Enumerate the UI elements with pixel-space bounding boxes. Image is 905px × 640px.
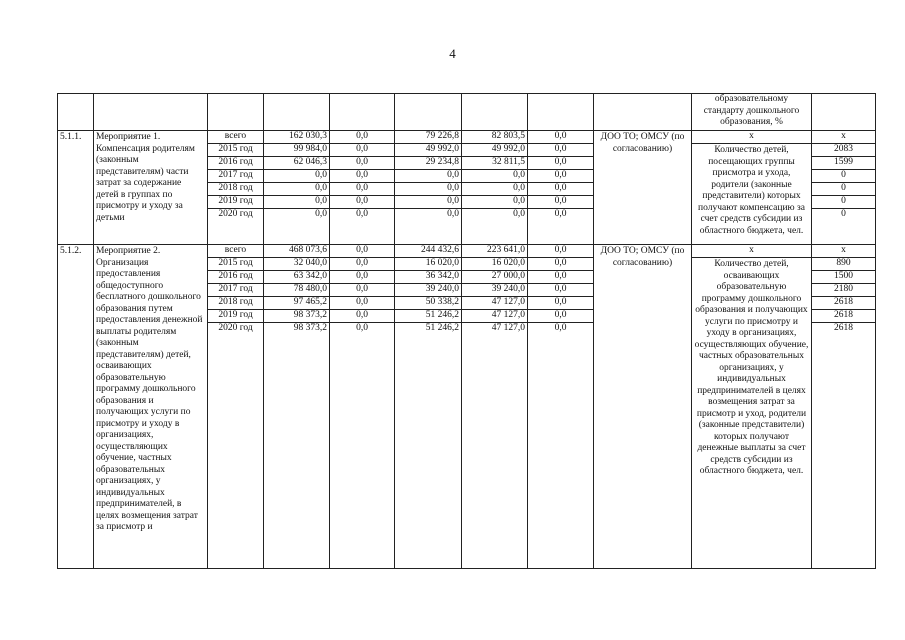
other-cell: 0,0 — [528, 131, 594, 144]
year-cell: 2019 год — [208, 310, 264, 323]
total-cell: 0,0 — [264, 209, 330, 245]
municipal-cell: 32 811,5 — [462, 157, 528, 170]
other-cell: 0,0 — [528, 284, 594, 297]
year-cell: 2016 год — [208, 271, 264, 284]
municipal-cell: 0,0 — [462, 170, 528, 183]
target-cell: 0 — [812, 183, 876, 196]
measure-code: 5.1.2. — [58, 245, 94, 569]
year-cell: 2019 год — [208, 196, 264, 209]
total-cell: 98 373,2 — [264, 310, 330, 323]
year-cell: 2020 год — [208, 209, 264, 245]
federal-cell: 0,0 — [330, 131, 395, 144]
total-cell: 468 073,6 — [264, 245, 330, 258]
target-cell: 1599 — [812, 157, 876, 170]
year-cell: 2016 год — [208, 157, 264, 170]
municipal-cell: 82 803,5 — [462, 131, 528, 144]
total-cell: 99 984,0 — [264, 144, 330, 157]
regional-cell: 0,0 — [395, 183, 462, 196]
year-cell: 2020 год — [208, 323, 264, 569]
federal-cell: 0,0 — [330, 170, 395, 183]
other-cell: 0,0 — [528, 183, 594, 196]
executor-cell: ДОО ТО; ОМСУ (по согласованию) — [594, 245, 692, 569]
total-cell: 0,0 — [264, 183, 330, 196]
federal-cell: 0,0 — [330, 271, 395, 284]
other-cell: 0,0 — [528, 297, 594, 310]
regional-cell: 0,0 — [395, 170, 462, 183]
municipal-cell: 0,0 — [462, 183, 528, 196]
federal-cell: 0,0 — [330, 209, 395, 245]
program-table — [57, 93, 876, 569]
year-cell: 2015 год — [208, 258, 264, 271]
target-cell: 2618 — [812, 323, 876, 569]
federal-cell: 0,0 — [330, 310, 395, 323]
municipal-cell: 223 641,0 — [462, 245, 528, 258]
indicator-x: х — [692, 245, 812, 258]
target-cell: 2180 — [812, 284, 876, 297]
executor-cell: ДОО ТО; ОМСУ (по согласованию) — [594, 131, 692, 245]
municipal-cell: 16 020,0 — [462, 258, 528, 271]
indicator-cell: Количество детей, осваивающих образовательную программу дошкольного образования и получающих услуги по присмотру и уходу в организациях, осуществляющих обучение, частных образовательных организациях, у индивидуальных предпринимателей в целях возмещения затрат за присмотр и уход, родители (законные представители) которых получают денежные выплаты за счет средств субсидии из областного бюджета, чел. — [692, 258, 812, 569]
regional-cell: 244 432,6 — [395, 245, 462, 258]
indicator-tail: образовательному стандарту дошкольного образования, % — [692, 94, 812, 131]
other-cell: 0,0 — [528, 209, 594, 245]
municipal-cell: 47 127,0 — [462, 323, 528, 569]
continuation-row — [58, 94, 876, 131]
total-cell: 97 465,2 — [264, 297, 330, 310]
total-cell: 32 040,0 — [264, 258, 330, 271]
federal-cell: 0,0 — [330, 144, 395, 157]
year-cell: всего — [208, 131, 264, 144]
target-cell: 0 — [812, 196, 876, 209]
regional-cell: 29 234,8 — [395, 157, 462, 170]
total-cell: 0,0 — [264, 170, 330, 183]
total-cell: 0,0 — [264, 196, 330, 209]
municipal-cell: 47 127,0 — [462, 297, 528, 310]
year-cell: 2018 год — [208, 183, 264, 196]
federal-cell: 0,0 — [330, 258, 395, 271]
indicator-x: х — [692, 131, 812, 144]
municipal-cell: 0,0 — [462, 209, 528, 245]
target-cell: 2083 — [812, 144, 876, 157]
other-cell: 0,0 — [528, 245, 594, 258]
target-cell: 0 — [812, 170, 876, 183]
municipal-cell: 49 992,0 — [462, 144, 528, 157]
regional-cell: 49 992,0 — [395, 144, 462, 157]
measure-code: 5.1.1. — [58, 131, 94, 245]
year-cell: 2017 год — [208, 284, 264, 297]
measure-title: Мероприятие 1. Компенсация родителям (законным представителям) части затрат за содержание детей в группах по присмотру и уходу за детьми — [94, 131, 208, 245]
other-cell: 0,0 — [528, 258, 594, 271]
other-cell: 0,0 — [528, 170, 594, 183]
other-cell: 0,0 — [528, 271, 594, 284]
municipal-cell: 39 240,0 — [462, 284, 528, 297]
regional-cell: 51 246,2 — [395, 310, 462, 323]
indicator-cell: Количество детей, посещающих группы присмотра и ухода, родители (законные представители) которых получают компенсацию за счет средств субсидии из областного бюджета, чел. — [692, 144, 812, 245]
other-cell: 0,0 — [528, 144, 594, 157]
target-cell: 1500 — [812, 271, 876, 284]
measure-title: Мероприятие 2. Организация предоставления общедоступного бесплатного дошкольного образования путем предоставления денежной выплаты родителям (законным представителям) детей, осваивающих образовательную программу дошкольного образования и получающих услуги по присмотру и уходу в организациях, осуществляющих обучение, частных образовательных организациях, у индивидуальных предпринимателей, в целях возмещения затрат за присмотр и — [94, 245, 208, 569]
total-cell: 62 046,3 — [264, 157, 330, 170]
other-cell: 0,0 — [528, 157, 594, 170]
total-cell: 63 342,0 — [264, 271, 330, 284]
total-cell: 98 373,2 — [264, 323, 330, 569]
regional-cell: 39 240,0 — [395, 284, 462, 297]
regional-cell: 79 226,8 — [395, 131, 462, 144]
municipal-cell: 0,0 — [462, 196, 528, 209]
total-cell: 78 480,0 — [264, 284, 330, 297]
regional-cell: 0,0 — [395, 209, 462, 245]
target-cell: 2618 — [812, 310, 876, 323]
year-cell: 2015 год — [208, 144, 264, 157]
municipal-cell: 27 000,0 — [462, 271, 528, 284]
federal-cell: 0,0 — [330, 245, 395, 258]
table-row — [58, 245, 876, 258]
page-number: 4 — [449, 46, 456, 61]
federal-cell: 0,0 — [330, 297, 395, 310]
year-cell: всего — [208, 245, 264, 258]
regional-cell: 16 020,0 — [395, 258, 462, 271]
year-cell: 2018 год — [208, 297, 264, 310]
federal-cell: 0,0 — [330, 323, 395, 569]
year-cell: 2017 год — [208, 170, 264, 183]
target-cell: х — [812, 131, 876, 144]
municipal-cell: 47 127,0 — [462, 310, 528, 323]
target-cell: 2618 — [812, 297, 876, 310]
federal-cell: 0,0 — [330, 284, 395, 297]
target-cell: х — [812, 245, 876, 258]
regional-cell: 50 338,2 — [395, 297, 462, 310]
regional-cell: 0,0 — [395, 196, 462, 209]
regional-cell: 51 246,2 — [395, 323, 462, 569]
other-cell: 0,0 — [528, 310, 594, 323]
target-cell: 0 — [812, 209, 876, 245]
other-cell: 0,0 — [528, 323, 594, 569]
table-row — [58, 131, 876, 144]
regional-cell: 36 342,0 — [395, 271, 462, 284]
federal-cell: 0,0 — [330, 183, 395, 196]
other-cell: 0,0 — [528, 196, 594, 209]
federal-cell: 0,0 — [330, 157, 395, 170]
target-cell: 890 — [812, 258, 876, 271]
federal-cell: 0,0 — [330, 196, 395, 209]
total-cell: 162 030,3 — [264, 131, 330, 144]
